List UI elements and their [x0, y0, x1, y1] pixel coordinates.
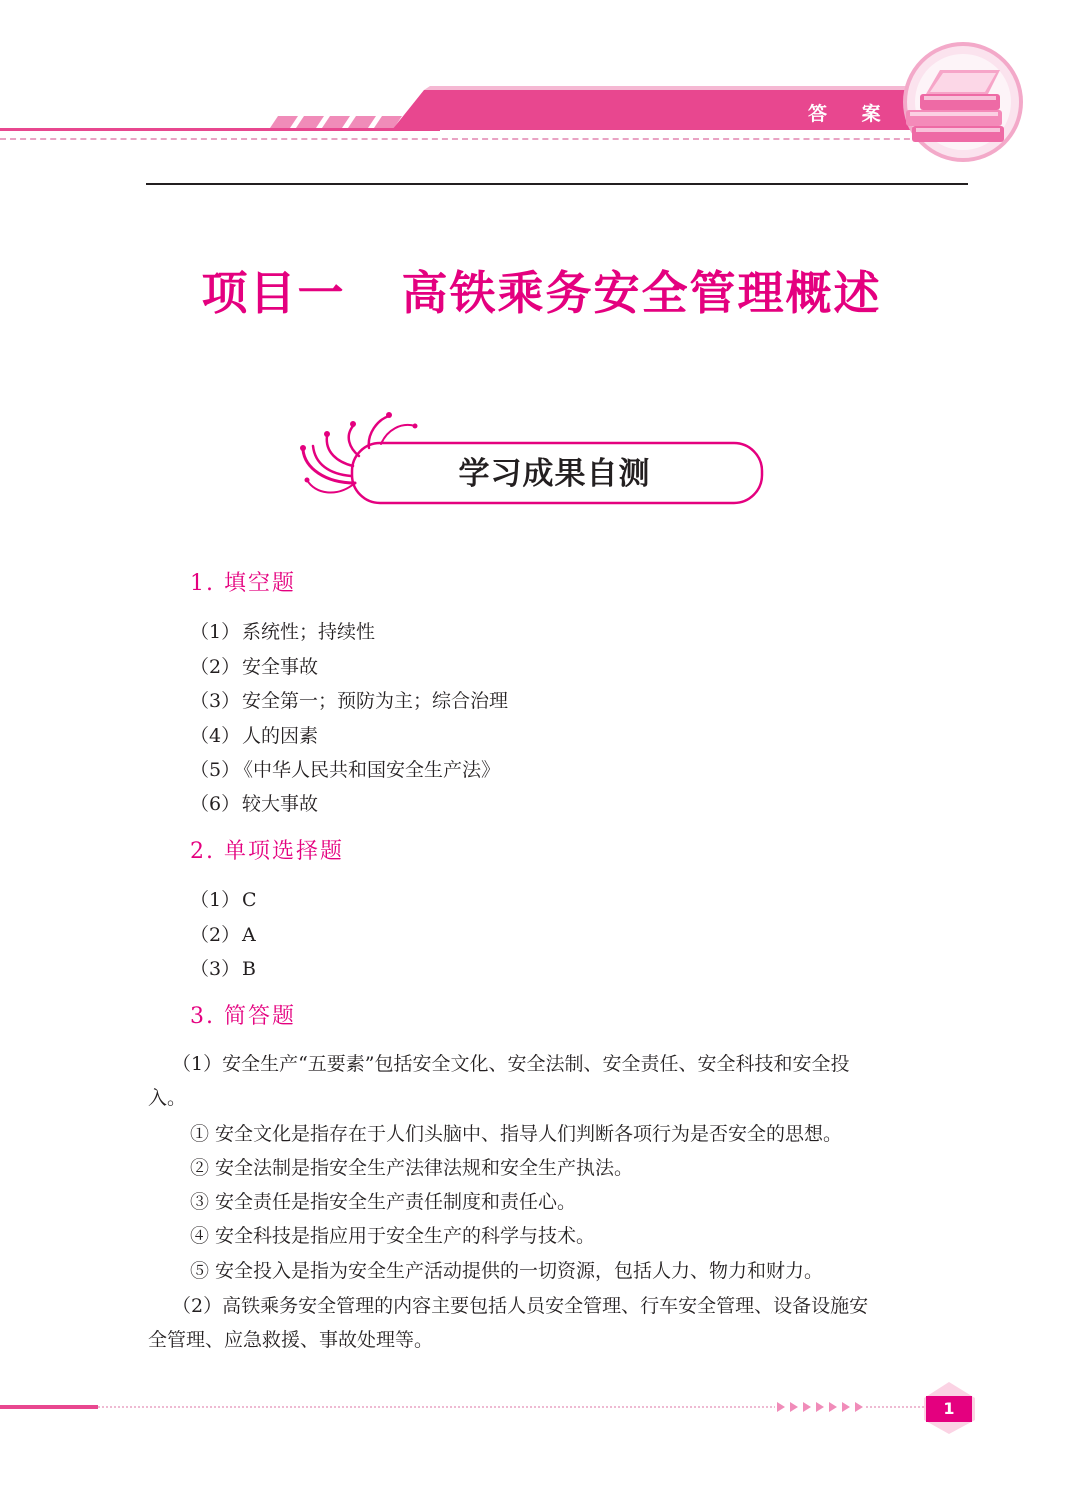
chapter-number: 项目一 — [201, 266, 346, 320]
page-number: 1 — [943, 1399, 955, 1418]
heading-single-choice: 2. 单项选择题 — [190, 839, 344, 864]
header-stripes — [270, 116, 402, 128]
answer-point: ⑤ 安全投入是指为安全生产活动提供的一切资源，包括人力、物力和财力。 — [190, 1260, 824, 1282]
answer-q1-line2: 入。 — [148, 1087, 187, 1109]
list-item: （5）《中华人民共和国安全生产法》 — [190, 759, 501, 781]
header-band-graphic — [0, 40, 1083, 170]
chapter-title-text: 高铁乘务安全管理概述 — [401, 266, 882, 320]
list-item: （1） 系统性；持续性 — [190, 621, 376, 643]
heading-fill-blank: 1. 填空题 — [190, 571, 296, 596]
answer-point: ① 安全文化是指存在于人们头脑中、指导人们判断各项行为是否安全的思想。 — [190, 1123, 843, 1145]
header-thin-line — [0, 128, 440, 131]
answer-q1-line1: （1）安全生产“五要素”包括安全文化、安全法制、安全责任、安全科技和安全投 — [172, 1053, 850, 1075]
answer-point: ② 安全法制是指安全生产法律法规和安全生产执法。 — [190, 1157, 634, 1179]
top-rule — [146, 183, 968, 185]
books-icon — [905, 44, 1021, 160]
answer-q2-line1: （2）高铁乘务安全管理的内容主要包括人员安全管理、行车安全管理、设备设施安 — [172, 1295, 869, 1317]
footer-graphic — [0, 1380, 1083, 1440]
footer-thick-line — [0, 1405, 98, 1409]
heading-short-answer: 3. 简答题 — [190, 1004, 296, 1029]
list-item: （1） C — [190, 889, 257, 911]
answer-point: ③ 安全责任是指安全生产责任制度和责任心。 — [190, 1191, 577, 1213]
section-banner-title: 学习成果自测 — [458, 456, 651, 492]
list-item: （3） B — [190, 958, 256, 980]
list-item: （6） 较大事故 — [190, 793, 319, 815]
footer-arrows-icon — [777, 1402, 863, 1412]
chapter-title — [0, 258, 1083, 328]
list-item: （2） 安全事故 — [190, 656, 319, 678]
answer-point: ④ 安全科技是指应用于安全生产的科学与技术。 — [190, 1225, 596, 1247]
header-section-label: 答 案 — [808, 103, 895, 125]
list-item: （2） A — [190, 924, 256, 946]
answer-q2-line2: 全管理、应急救援、事故处理等。 — [148, 1329, 434, 1351]
list-item: （4） 人的因素 — [190, 725, 319, 747]
list-item: （3） 安全第一；预防为主；综合治理 — [190, 690, 509, 712]
